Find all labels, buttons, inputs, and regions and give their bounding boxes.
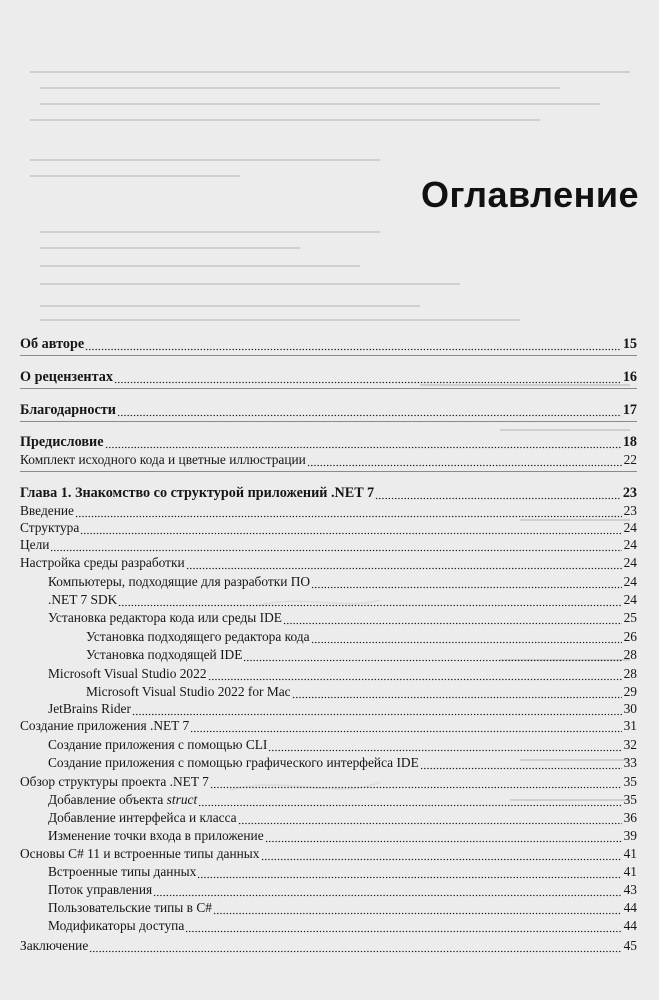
toc-entry[interactable] <box>20 938 637 954</box>
toc-leader-dots <box>213 900 622 916</box>
toc-leader-dots <box>238 810 622 826</box>
toc-page-number: 28 <box>623 666 637 681</box>
toc-leader-dots <box>186 555 622 571</box>
toc-page-number: 22 <box>623 452 637 467</box>
toc-entry[interactable] <box>20 336 637 352</box>
toc-entry-label: Модификаторы доступа <box>48 918 185 933</box>
section-divider <box>20 388 637 389</box>
toc-entry-label: Установка подходящей IDE <box>86 647 243 662</box>
toc-page-number: 33 <box>623 755 637 770</box>
toc-entry[interactable] <box>20 846 637 862</box>
toc-page-number: 16 <box>622 369 637 385</box>
toc-entry[interactable] <box>48 882 637 898</box>
toc-entry-label: О рецензентах <box>20 369 113 385</box>
toc-page-number: 24 <box>623 574 637 589</box>
toc-page-number: 25 <box>623 610 637 625</box>
toc-page-number: 23 <box>622 485 637 501</box>
toc-entry-label: Настройка среды разработки <box>20 555 185 570</box>
toc-entry-label: Комплект исходного кода и цветные иллюстрации <box>20 452 306 467</box>
toc-entry[interactable] <box>20 402 637 418</box>
toc-entry[interactable] <box>48 810 637 826</box>
toc-entry-label: Создание приложения .NET 7 <box>20 718 190 733</box>
toc-entry-label: Microsoft Visual Studio 2022 <box>48 666 207 681</box>
toc-leader-dots <box>283 610 622 626</box>
page-title: Оглавление <box>421 174 639 215</box>
toc-leader-dots <box>208 666 622 682</box>
toc-leader-dots <box>292 684 622 700</box>
toc-leader-dots <box>118 592 621 608</box>
toc-entry[interactable] <box>48 792 637 808</box>
toc-entry-label: Установка редактора кода или среды IDE <box>48 610 282 625</box>
toc-entry[interactable] <box>48 755 637 771</box>
toc-entry[interactable] <box>20 718 637 734</box>
toc-leader-dots <box>114 369 621 385</box>
toc-entry-label: Введение <box>20 503 74 518</box>
toc-entry[interactable] <box>48 737 637 753</box>
toc-entry-label: JetBrains Rider <box>48 701 131 716</box>
toc-entry[interactable] <box>48 918 637 934</box>
toc-page-number: 41 <box>623 846 637 861</box>
toc-entry-label: .NET 7 SDK <box>48 592 118 607</box>
toc-page-number: 24 <box>623 592 637 607</box>
toc-page-number: 24 <box>623 555 637 570</box>
toc-leader-dots <box>105 434 621 450</box>
toc-entry-label: Предисловие <box>20 434 104 450</box>
toc-page-number: 30 <box>623 701 637 716</box>
toc-entry-label: Компьютеры, подходящие для разработки ПО <box>48 574 311 589</box>
toc-leader-dots <box>185 918 621 934</box>
toc-leader-dots <box>153 882 621 898</box>
toc-page-number: 24 <box>623 520 637 535</box>
toc-leader-dots <box>89 938 621 954</box>
toc-page-number: 35 <box>623 792 637 807</box>
toc-entry-label: Добавление объекта struct <box>48 792 198 807</box>
toc-entry-label: Структура <box>20 520 80 535</box>
toc-entry[interactable] <box>20 503 637 519</box>
toc-page-number: 26 <box>623 629 637 644</box>
toc-entry[interactable] <box>20 434 637 450</box>
toc-entry-label: Создание приложения с помощью графического интерфейса IDE <box>48 755 419 770</box>
toc-page-number: 23 <box>623 503 637 518</box>
toc-entry[interactable] <box>48 574 637 590</box>
toc-leader-dots <box>311 574 622 590</box>
toc-page-number: 45 <box>623 938 637 953</box>
toc-page-number: 31 <box>623 718 637 733</box>
toc-page-number: 29 <box>623 684 637 699</box>
toc-entry[interactable] <box>48 864 637 880</box>
toc-page-number: 39 <box>623 828 637 843</box>
toc-page-number: 35 <box>623 774 637 789</box>
toc-entry[interactable] <box>20 555 637 571</box>
toc-entry-label: Поток управления <box>48 882 153 897</box>
toc-leader-dots <box>420 755 622 771</box>
toc-leader-dots <box>132 701 622 717</box>
toc-leader-dots <box>243 647 621 663</box>
toc-entry[interactable] <box>48 900 637 916</box>
toc-entry[interactable] <box>86 647 637 663</box>
toc-entry[interactable] <box>86 629 637 645</box>
toc-leader-dots <box>375 485 621 501</box>
toc-leader-dots <box>75 503 622 519</box>
toc-entry-label: Заключение <box>20 938 89 953</box>
toc-entry-label: Об авторе <box>20 336 85 352</box>
section-divider <box>20 421 637 422</box>
toc-entry[interactable] <box>20 485 637 501</box>
toc-entry[interactable] <box>48 610 637 626</box>
toc-entry[interactable] <box>20 520 637 536</box>
toc-page-number: 41 <box>623 864 637 879</box>
toc-page-number: 44 <box>623 900 637 915</box>
toc-entry[interactable] <box>48 828 637 844</box>
toc-page-number: 43 <box>623 882 637 897</box>
toc-entry-label: Основы C# 11 и встроенные типы данных <box>20 846 260 861</box>
toc-leader-dots <box>265 828 622 844</box>
toc-leader-dots <box>311 629 622 645</box>
toc-entry-label: Обзор структуры проекта .NET 7 <box>20 774 209 789</box>
toc-leader-dots <box>80 520 621 536</box>
toc-entry[interactable] <box>86 684 637 700</box>
toc-page-number: 24 <box>623 537 637 552</box>
toc-leader-dots <box>117 402 621 418</box>
toc-entry-label: Microsoft Visual Studio 2022 for Mac <box>86 684 291 699</box>
toc-entry-label: Изменение точки входа в приложение <box>48 828 264 843</box>
toc-page-number: 15 <box>622 336 637 352</box>
toc-entry-label: Добавление интерфейса и класса <box>48 810 237 825</box>
toc-entry-label: Глава 1. Знакомство со структурой приложений .NET 7 <box>20 485 375 501</box>
toc-page-number: 36 <box>623 810 637 825</box>
toc-entry[interactable] <box>20 774 637 790</box>
toc-entry[interactable] <box>48 592 637 608</box>
toc-entry-label: Благодарности <box>20 402 116 418</box>
toc-page-number: 32 <box>623 737 637 752</box>
toc-leader-dots <box>50 537 621 553</box>
toc-leader-dots <box>210 774 622 790</box>
toc-entry[interactable] <box>20 369 637 385</box>
toc-leader-dots <box>198 792 621 808</box>
toc-leader-dots <box>261 846 622 862</box>
toc-page-number: 44 <box>623 918 637 933</box>
toc-leader-dots <box>190 718 621 734</box>
toc-entry[interactable] <box>48 701 637 717</box>
section-divider <box>20 471 637 472</box>
toc-leader-dots <box>268 737 621 753</box>
toc-entry-label: Установка подходящего редактора кода <box>86 629 310 644</box>
section-divider <box>20 355 637 356</box>
toc-page-number: 18 <box>622 434 637 450</box>
toc-entry-label: Встроенные типы данных <box>48 864 197 879</box>
toc-leader-dots <box>85 336 621 352</box>
toc-entry[interactable] <box>48 666 637 682</box>
toc-entry[interactable] <box>20 452 637 468</box>
toc-leader-dots <box>307 452 622 468</box>
toc-entry-label: Пользовательские типы в C# <box>48 900 212 915</box>
toc-entry[interactable] <box>20 537 637 553</box>
toc-entry-label: Создание приложения с помощью CLI <box>48 737 268 752</box>
toc-page-number: 17 <box>622 402 637 418</box>
toc-leader-dots <box>197 864 621 880</box>
toc-page-number: 28 <box>623 647 637 662</box>
toc-entry-label: Цели <box>20 537 50 552</box>
